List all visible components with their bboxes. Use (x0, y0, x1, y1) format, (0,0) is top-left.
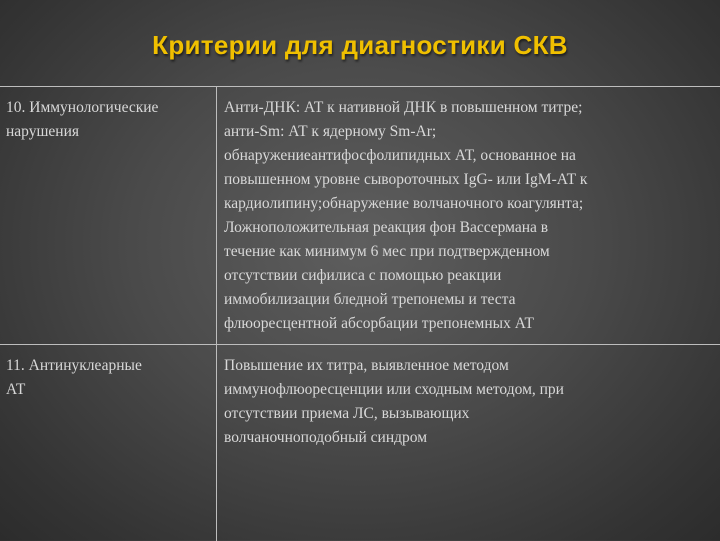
description-line: течение как минимум 6 мес при подтвержденном (224, 243, 550, 260)
criterion-line: АТ (6, 381, 26, 398)
criterion-cell (6, 354, 212, 402)
criterion-cell (6, 96, 212, 144)
criteria-table (0, 86, 720, 541)
description-line: иммунофлюоресценции или сходным методом, при (224, 381, 564, 398)
description-line: кардиолипину;обнаружение волчаночного коагулянта; (224, 195, 584, 212)
description-line: флюоресцентной абсорбации трепонемных АТ (224, 315, 534, 332)
description-line: повышенном уровне сывороточных IgG- или IgM-АТ к (224, 171, 588, 188)
description-line: иммобилизации бледной трепонемы и теста (224, 291, 516, 308)
table-row (0, 87, 720, 345)
description-line: Повышение их титра, выявленное методом (224, 357, 509, 374)
description-line: Анти-ДНК: АТ к нативной ДНК в повышенном титре; (224, 99, 583, 116)
description-line: Ложноположительная реакция фон Вассермана в (224, 219, 549, 236)
column-divider (216, 87, 217, 541)
description-line: отсутствии приема ЛС, вызывающих (224, 405, 470, 422)
description-line: обнаружениеантифосфолипидных АТ, основанное на (224, 147, 576, 164)
description-cell (224, 354, 714, 450)
criterion-line: нарушения (6, 123, 80, 140)
page-title: Критерии для диагностики СКВ (152, 30, 568, 60)
description-cell (224, 96, 714, 336)
table-row (0, 345, 720, 541)
criterion-line: 10. Иммунологические (6, 99, 159, 116)
criterion-line: 11. Антинуклеарные (6, 357, 142, 374)
description-line: анти-Sm: АТ к ядерному Sm-Ar; (224, 123, 437, 140)
description-line: волчаночноподобный синдром (224, 429, 428, 446)
description-line: отсутствии сифилиса с помощью реакции (224, 267, 502, 284)
